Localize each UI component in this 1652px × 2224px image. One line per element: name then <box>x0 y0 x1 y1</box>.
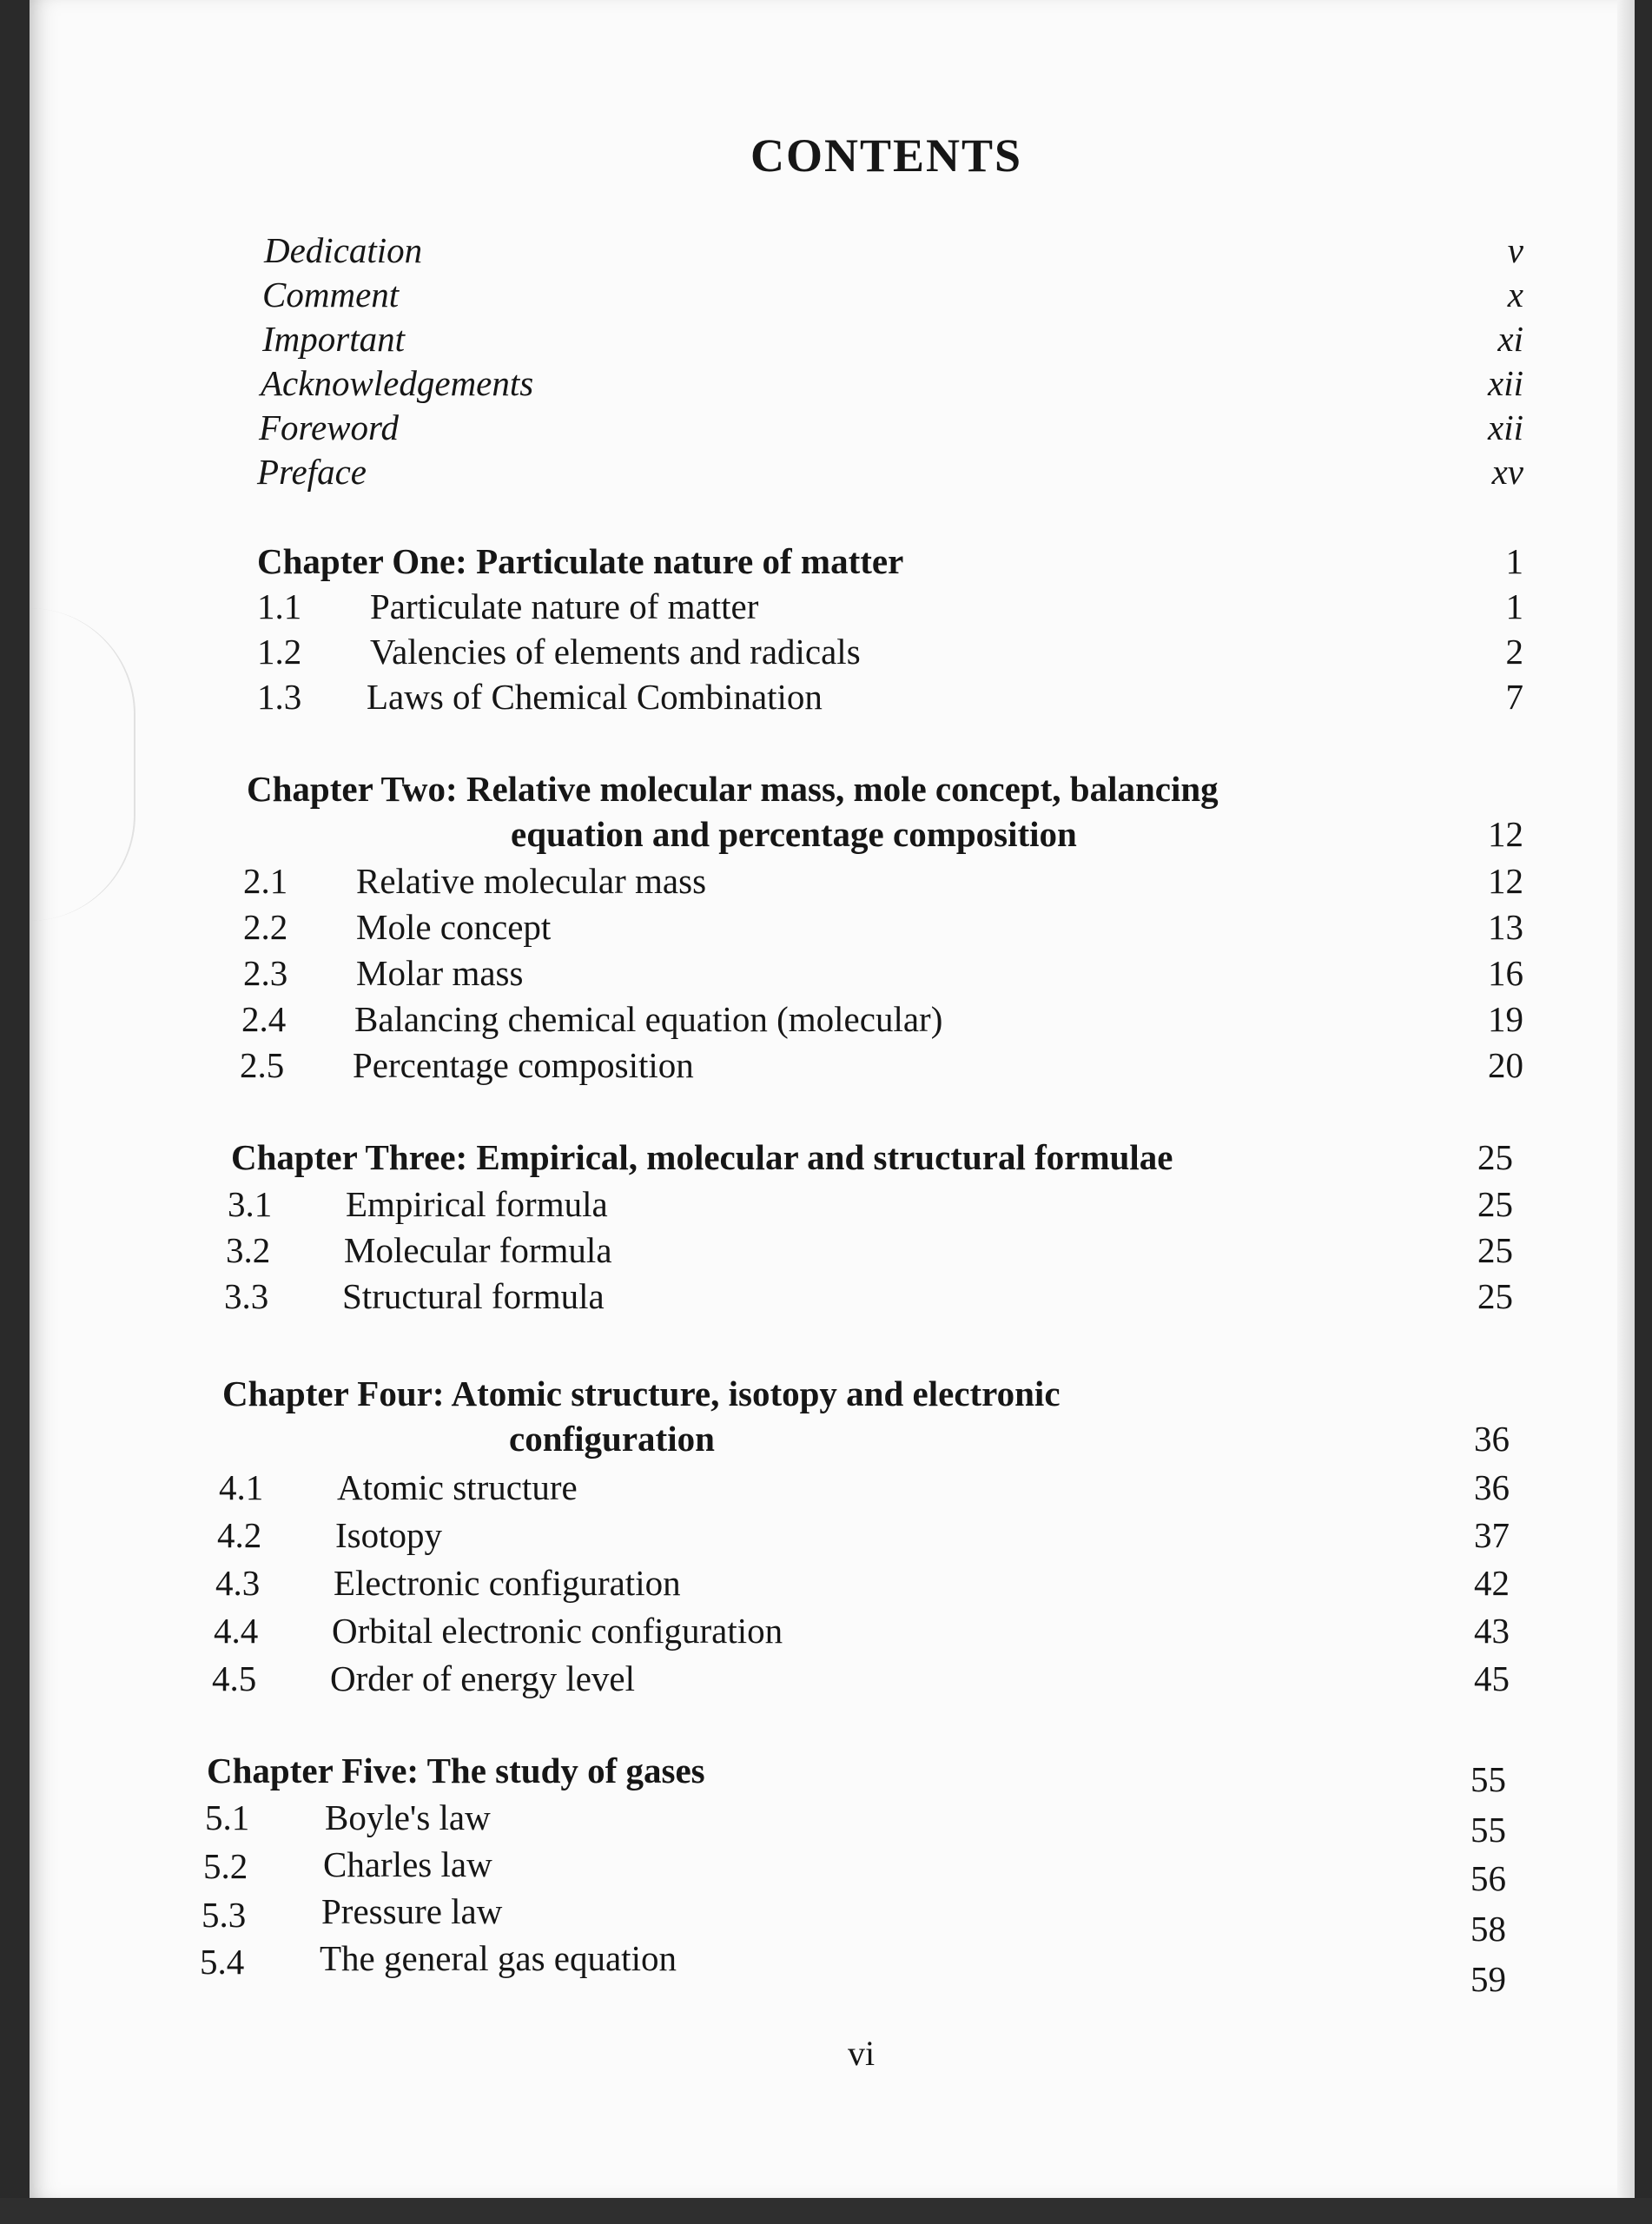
toc-section-page: 55 <box>1470 1810 1506 1850</box>
toc-chapter-four-page: 36 <box>1474 1419 1510 1459</box>
toc-section-page: 59 <box>1470 1959 1506 1999</box>
toc-section-num: 2.4 <box>241 999 287 1039</box>
toc-section-num: 2.5 <box>240 1045 285 1085</box>
toc-front-preface-page: xv <box>1491 452 1523 492</box>
toc-section-num: 4.3 <box>215 1563 261 1603</box>
contents-title: CONTENTS <box>750 129 1023 182</box>
toc-section-label: Molecular formula <box>344 1230 612 1270</box>
toc-section-num: 2.3 <box>243 953 288 993</box>
toc-chapter-five-heading: Chapter Five: The study of gases <box>207 1751 705 1790</box>
toc-section-label: Percentage composition <box>353 1045 694 1085</box>
toc-section-page: 19 <box>1488 999 1523 1039</box>
page-folio: vi <box>848 2034 876 2073</box>
toc-section-label: Valencies of elements and radicals <box>370 632 861 672</box>
toc-section-page: 58 <box>1470 1909 1506 1949</box>
toc-section-label: Orbital electronic configuration <box>332 1611 783 1651</box>
toc-section-num: 4.2 <box>217 1515 262 1555</box>
toc-section-page: 45 <box>1474 1658 1510 1698</box>
toc-chapter-four-heading-cont: configuration <box>509 1419 715 1459</box>
toc-section-num: 3.2 <box>226 1230 271 1270</box>
toc-front-important-page: xi <box>1497 319 1523 359</box>
toc-section-label: Pressure law <box>321 1891 503 1931</box>
toc-section-num: 4.1 <box>219 1467 264 1507</box>
toc-section-page: 36 <box>1474 1467 1510 1507</box>
toc-section-num: 1.2 <box>257 632 302 672</box>
toc-section-label: Balancing chemical equation (molecular) <box>354 999 943 1039</box>
toc-section-label: The general gas equation <box>320 1938 677 1978</box>
book-page <box>30 0 1635 2198</box>
toc-section-page: 37 <box>1474 1515 1510 1555</box>
toc-section-label: Relative molecular mass <box>356 861 707 901</box>
toc-front-foreword-page: xii <box>1488 407 1523 447</box>
toc-section-num: 5.1 <box>205 1797 250 1837</box>
toc-section-page: 1 <box>1505 586 1523 626</box>
toc-section-page: 12 <box>1488 861 1523 901</box>
toc-section-page: 16 <box>1488 953 1523 993</box>
toc-section-label: Structural formula <box>342 1276 605 1316</box>
toc-section-num: 3.3 <box>224 1276 269 1316</box>
toc-section-label: Laws of Chemical Combination <box>367 677 823 717</box>
toc-front-important: Important <box>262 319 405 359</box>
toc-section-label: Particulate nature of matter <box>370 586 759 626</box>
toc-front-dedication-page: v <box>1507 230 1523 270</box>
toc-section-label: Molar mass <box>356 953 524 993</box>
toc-section-page: 7 <box>1505 677 1523 717</box>
toc-section-num: 1.1 <box>257 586 302 626</box>
toc-section-num: 2.2 <box>243 907 288 947</box>
toc-section-page: 43 <box>1474 1611 1510 1651</box>
toc-section-num: 4.4 <box>214 1611 259 1651</box>
toc-front-comment: Comment <box>262 275 400 314</box>
toc-chapter-three-page: 25 <box>1477 1137 1513 1177</box>
toc-front-comment-page: x <box>1507 275 1523 314</box>
toc-front-acknowledgements: Acknowledgements <box>261 363 534 403</box>
toc-section-label: Electronic configuration <box>334 1563 681 1603</box>
toc-chapter-four-heading: Chapter Four: Atomic structure, isotopy and electronic <box>222 1373 1061 1413</box>
toc-section-page: 25 <box>1477 1184 1513 1224</box>
toc-section-page: 25 <box>1477 1230 1513 1270</box>
toc-section-label: Atomic structure <box>337 1467 578 1507</box>
toc-section-page: 20 <box>1488 1045 1523 1085</box>
toc-front-foreword: Foreword <box>259 407 399 447</box>
toc-section-page: 42 <box>1474 1563 1510 1603</box>
toc-section-label: Mole concept <box>356 907 552 947</box>
toc-chapter-two-heading-cont: equation and percentage composition <box>511 814 1077 854</box>
toc-front-preface: Preface <box>257 452 367 492</box>
toc-front-acknowledgements-page: xii <box>1488 363 1523 403</box>
toc-section-page: 2 <box>1505 632 1523 672</box>
toc-front-dedication: Dedication <box>264 230 423 270</box>
toc-section-page: 13 <box>1488 907 1523 947</box>
toc-section-num: 4.5 <box>212 1658 257 1698</box>
toc-section-num: 5.2 <box>203 1846 248 1886</box>
toc-section-num: 2.1 <box>243 861 288 901</box>
toc-section-page: 25 <box>1477 1276 1513 1316</box>
toc-chapter-two-heading: Chapter Two: Relative molecular mass, mole concept, balancing <box>247 769 1219 809</box>
toc-chapter-one-page: 1 <box>1505 541 1523 581</box>
page-fold-shadow <box>30 608 135 921</box>
scan-bottom-strip <box>0 2198 1652 2224</box>
toc-section-label: Order of energy level <box>330 1658 636 1698</box>
toc-section-num: 1.3 <box>257 677 302 717</box>
toc-section-label: Charles law <box>323 1844 492 1884</box>
toc-section-num: 3.1 <box>228 1184 273 1224</box>
toc-chapter-two-page: 12 <box>1488 814 1523 854</box>
toc-section-label: Isotopy <box>335 1515 442 1555</box>
toc-section-label: Empirical formula <box>346 1184 608 1224</box>
page-edge <box>1617 0 1635 2198</box>
toc-section-num: 5.4 <box>200 1942 245 1982</box>
toc-section-num: 5.3 <box>202 1895 247 1935</box>
toc-section-label: Boyle's law <box>325 1797 491 1837</box>
toc-chapter-three-heading: Chapter Three: Empirical, molecular and structural formulae <box>231 1137 1173 1177</box>
toc-chapter-one-heading: Chapter One: Particulate nature of matter <box>257 541 904 581</box>
toc-chapter-five-page: 55 <box>1470 1759 1506 1799</box>
toc-section-page: 56 <box>1470 1858 1506 1898</box>
